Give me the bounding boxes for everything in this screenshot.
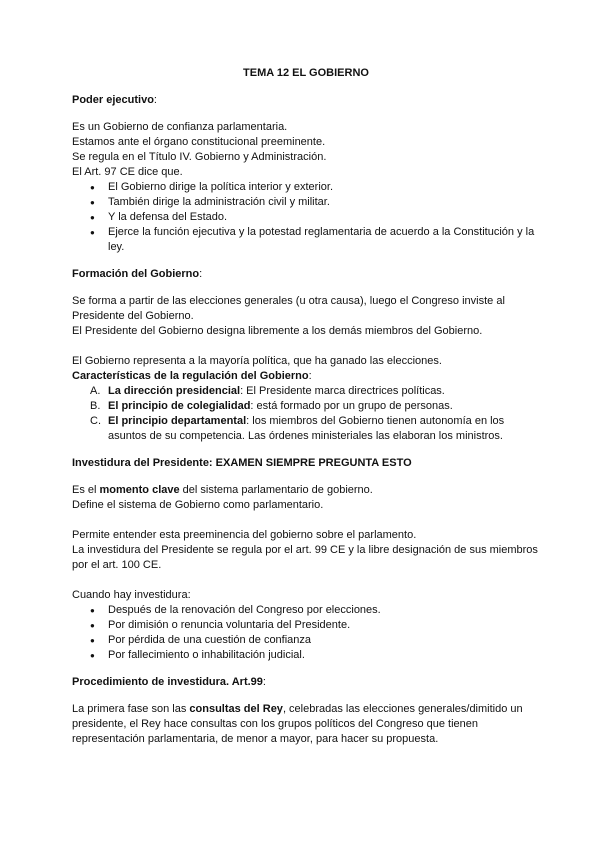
- heading-formacion-gobierno: [72, 267, 540, 282]
- heading-text: Poder ejecutivo: [72, 94, 154, 106]
- paragraph: El Presidente del Gobierno designa libremente a los demás miembros del Gobierno.: [72, 325, 483, 337]
- paragraph: [72, 483, 540, 498]
- subheading-colon: :: [308, 370, 312, 382]
- heading-poder-ejecutivo: [72, 93, 540, 108]
- text-run: Es el: [72, 484, 100, 496]
- heading-text: Formación del Gobierno: [72, 268, 200, 280]
- list-item: ● Por fallecimiento o inhabilitación judicial.: [90, 648, 540, 663]
- heading-colon: :: [153, 94, 157, 106]
- item-bold: El principio departamental: [108, 415, 247, 427]
- paragraph: Define el sistema de Gobierno como parlamentario.: [72, 499, 324, 511]
- list-item: [90, 414, 540, 444]
- text-run: del sistema parlamentario de gobierno.: [179, 484, 373, 496]
- list-item: ● Por dimisión o renuncia voluntaria del Presidente.: [90, 618, 540, 633]
- list-item: [90, 399, 540, 414]
- subheading-caracteristicas: [72, 369, 540, 384]
- bullet-list-investidura: [72, 603, 540, 663]
- lettered-list: [72, 384, 540, 444]
- document-title: TEMA 12 EL GOBIERNO: [243, 67, 369, 79]
- paragraph: La investidura del Presidente se regula por el art. 99 CE y la libre designación de sus miembros por el art. 100 CE.: [72, 544, 538, 571]
- list-item: ● Por pérdida de una cuestión de confianza: [90, 633, 540, 648]
- paragraph: El Gobierno representa a la mayoría política, que ha ganado las elecciones.: [72, 355, 442, 367]
- list-marker: B.: [90, 400, 101, 412]
- list-item: ● Y la defensa del Estado.: [90, 210, 540, 225]
- list-item: ● También dirige la administración civil y militar.: [90, 195, 540, 210]
- text-run: La primera fase son las: [72, 703, 190, 715]
- item-bold: La dirección presidencial: [108, 385, 241, 397]
- list-item: ● Después de la renovación del Congreso por elecciones.: [90, 603, 540, 618]
- paragraph: Es un Gobierno de confianza parlamentaria.: [72, 121, 288, 133]
- paragraph: Se regula en el Título IV. Gobierno y Administración.: [72, 151, 327, 163]
- paragraph: Permite entender esta preeminencia del gobierno sobre el parlamento.: [72, 529, 417, 541]
- item-text: : los miembros del Gobierno tienen autonomía en los asuntos de su competencia. Las órdenes ministeriales las elaboran los ministros.: [108, 415, 505, 442]
- heading-investidura: Investidura del Presidente: EXAMEN SIEMPRE PREGUNTA ESTO: [72, 457, 412, 469]
- heading-procedimiento: [72, 675, 540, 690]
- paragraph: Se forma a partir de las elecciones generales (u otra causa), luego el Congreso inviste al Presidente del Gobierno.: [72, 295, 505, 322]
- subheading-text: Características de la regulación del Gobierno: [72, 370, 309, 382]
- list-item: [90, 384, 540, 399]
- list-item: ● El Gobierno dirige la política interior y exterior.: [90, 180, 540, 195]
- heading-colon: :: [262, 676, 266, 688]
- item-text: : está formado por un grupo de personas.: [250, 400, 453, 412]
- paragraph: [72, 702, 540, 747]
- text-bold: consultas del Rey: [189, 703, 283, 715]
- paragraph: Cuando hay investidura:: [72, 589, 191, 601]
- list-marker: C.: [90, 415, 101, 427]
- paragraph: El Art. 97 CE dice que.: [72, 166, 183, 178]
- heading-text: Procedimiento de investidura. Art.99: [72, 676, 263, 688]
- item-bold: El principio de colegialidad: [108, 400, 251, 412]
- text-run: , celebradas las elecciones generales/dimitido un presidente, el Rey hace consultas con los grupos políticos del Congreso que tienen representación parlamentaria, de menor a mayor, para hacer su propuesta.: [72, 703, 523, 745]
- paragraph: Estamos ante el órgano constitucional preeminente.: [72, 136, 326, 148]
- list-item: ● Ejerce la función ejecutiva y la potestad reglamentaria de acuerdo a la Constitución y la ley.: [90, 225, 540, 255]
- item-text: : El Presidente marca directrices políticas.: [240, 385, 445, 397]
- bullet-list-art97: [72, 180, 540, 255]
- text-bold: momento clave: [99, 484, 180, 496]
- heading-colon: :: [199, 268, 203, 280]
- list-marker: A.: [90, 385, 101, 397]
